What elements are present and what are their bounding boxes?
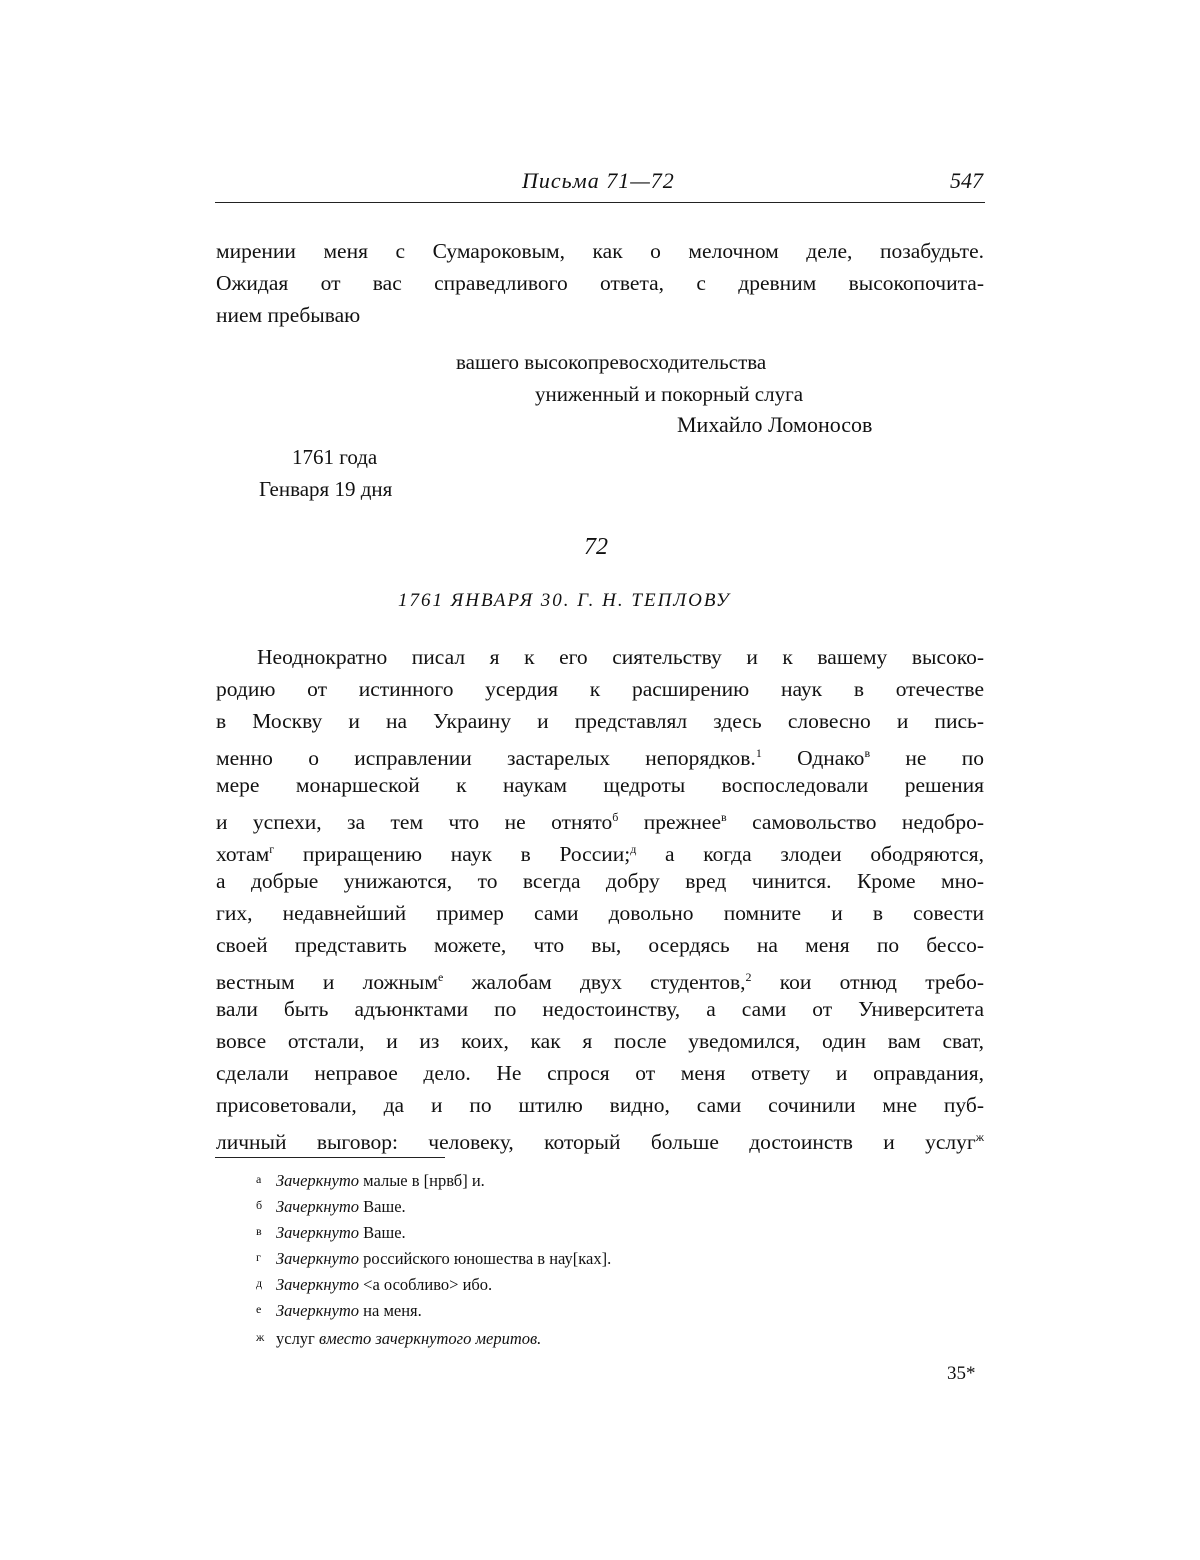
paragraph-line: Неоднократно писал я к его сиятельству и к вашему высоко-	[257, 642, 984, 674]
footnote: е Зачеркнуто на меня.	[256, 1296, 422, 1324]
footnote: а Зачеркнуто малые в [нрвб] и.	[256, 1166, 485, 1194]
paragraph-line: а добрые унижаются, то всегда добру вред чинится. Кроме мно-	[216, 866, 984, 898]
paragraph-line: своей представить можете, что вы, осердясь на меня по бессо-	[216, 930, 984, 962]
closing-line: униженный и покорный слуга	[535, 382, 803, 407]
paragraph-line: вовсе отстали, и из коих, как я после уведомился, один вам сват,	[216, 1026, 984, 1058]
footnote: д Зачеркнуто <а особливо> ибо.	[256, 1270, 492, 1298]
signature: Михайло Ломоносов	[677, 412, 872, 438]
signature-sheet-mark: 35*	[947, 1363, 976, 1385]
paragraph-line: мере монаршеской к наукам щедроты воспоследовали решения	[216, 770, 984, 802]
paragraph-line: вестным и ложныме жалобам двух студентов,2 кои отнюд требо-	[216, 962, 984, 999]
date-line: 1761 года	[292, 445, 377, 470]
paragraph-line: присоветовали, да и по штилю видно, сами сочинили мне пуб-	[216, 1090, 984, 1122]
paragraph-line: личный выговор: человеку, который больше достоинств и услугж	[216, 1122, 984, 1159]
page-number: 547	[950, 168, 983, 194]
letter-heading: 1761 ЯНВАРЯ 30. Г. Н. ТЕПЛОВУ	[398, 590, 731, 612]
footnote: ж услуг вместо зачеркнутого меритов.	[256, 1324, 541, 1352]
book-page	[0, 0, 1200, 1560]
paragraph-line: нием пребываю	[216, 300, 984, 332]
paragraph-line: в Москву и на Украину и представлял здесь словесно и пись-	[216, 706, 984, 738]
letter-number: 72	[584, 534, 608, 561]
closing-line: вашего высокопревосходительства	[456, 350, 766, 375]
paragraph-line: менно о исправлении застарелых непорядков.1 Однаков не по	[216, 738, 984, 775]
paragraph-line: хотамг приращению наук в России;д а когда злодеи ободряются,	[216, 834, 984, 871]
paragraph-line: Ожидая от вас справедливого ответа, с древним высокопочита-	[216, 268, 984, 300]
running-title: Письма 71—72	[522, 168, 675, 194]
paragraph-line: гих, недавнейший пример сами довольно помните и в совести	[216, 898, 984, 930]
header-rule	[215, 202, 985, 203]
paragraph-line: и успехи, за тем что не отнятоб прежнеев самовольство недобро-	[216, 802, 984, 839]
footnote: б Зачеркнуто Ваше.	[256, 1192, 406, 1220]
footnote: г Зачеркнуто российского юношества в нау[ках].	[256, 1244, 611, 1272]
paragraph-line: вали быть адъюнктами по недостоинству, а сами от Университета	[216, 994, 984, 1026]
footnote: в Зачеркнуто Ваше.	[256, 1218, 406, 1246]
footnote-rule	[215, 1157, 445, 1158]
date-line: Генваря 19 дня	[259, 477, 392, 502]
paragraph-line: родию от истинного усердия к расширению наук в отечестве	[216, 674, 984, 706]
paragraph-line: мирении меня с Сумароковым, как о мелочном деле, позабудьте.	[216, 236, 984, 268]
paragraph-line: сделали неправое дело. Не спрося от меня ответу и оправдания,	[216, 1058, 984, 1090]
